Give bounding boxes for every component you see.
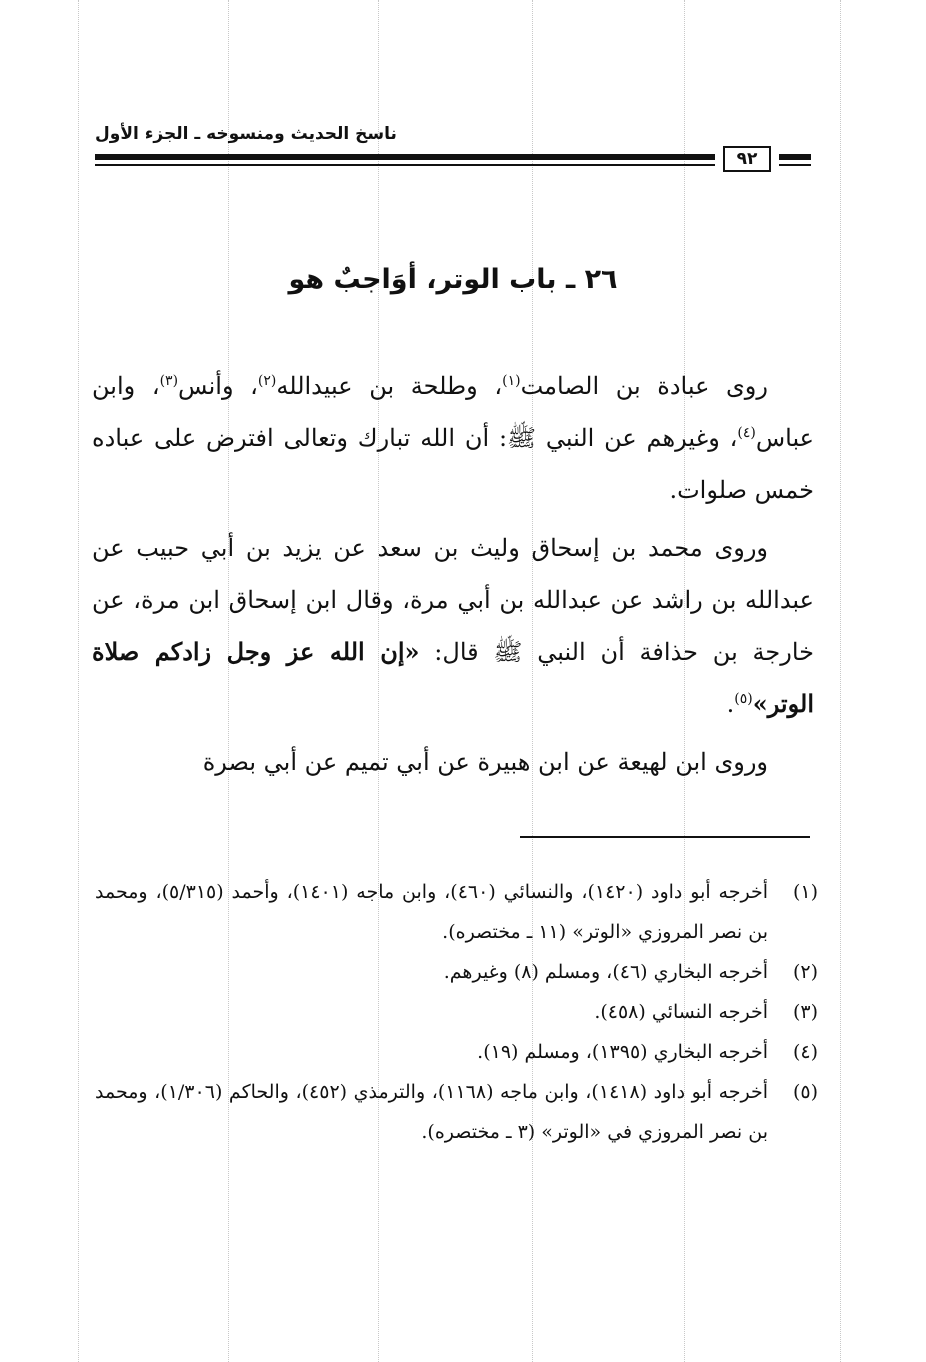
paragraph-1-text-d: ، وابن عباس xyxy=(92,372,814,452)
footnote-text: أخرجه البخاري (٤٦)، ومسلم (٨) وغيرهم. xyxy=(443,961,768,983)
footnote-text: أخرجه أبو داود (١٤٢٠)، والنسائي (٤٦٠)، وابن ماجه (١٤٠١)، وأحمد (٥/٣١٥)، ومحمد بن نصر المروزي «الوتر» (١١ ـ مختصره). xyxy=(95,881,768,943)
running-title: ناسخ الحديث ومنسوخه ـ الجزء الأول xyxy=(95,124,397,144)
footnote-1 xyxy=(95,872,818,952)
paragraph-2 xyxy=(92,522,814,730)
footnote-ref-3: (٣) xyxy=(159,373,179,389)
footnote-text: أخرجه النسائي (٤٥٨). xyxy=(594,1001,768,1023)
page-number: ٩٢ xyxy=(723,146,771,172)
footnote-text: أخرجه أبو داود (١٤١٨)، وابن ماجه (١١٦٨)، والترمذي (٤٥٢)، والحاكم (١/٣٠٦)، ومحمد بن نصر المروزي في «الوتر» (٣ ـ مختصره). xyxy=(95,1081,769,1143)
scan-artifact-line xyxy=(78,0,79,1362)
main-text xyxy=(92,360,814,794)
footnote-number: (٣) xyxy=(792,1001,818,1023)
footnote-4 xyxy=(95,1032,818,1072)
scan-artifact-line xyxy=(840,0,841,1362)
paragraph-1-text-a: روى عبادة بن الصامت xyxy=(520,372,768,400)
footnote-number: (٥) xyxy=(792,1081,818,1103)
chapter-title: ٢٦ ـ باب الوتر، أوَاجبٌ هو xyxy=(288,264,618,295)
footnote-number: (٢) xyxy=(792,961,818,983)
footnote-5 xyxy=(95,1072,818,1152)
footnote-separator xyxy=(520,836,810,838)
header-rule-left xyxy=(95,154,715,166)
footnotes xyxy=(95,872,818,1152)
footnote-number: (٤) xyxy=(792,1041,818,1063)
hadith-quote: «إن الله عز وجل زادكم صلاة الوتر» xyxy=(92,637,814,718)
footnote-text: أخرجه البخاري (١٣٩٥)، ومسلم (١٩). xyxy=(477,1041,768,1063)
paragraph-2-text-a: وروى محمد بن إسحاق وليث بن سعد عن يزيد بن أبي حبيب عن عبدالله بن راشد عن عبدالله بن أبي مرة، وقال ابن إسحاق ابن مرة، عن خارجة بن حذافة أن النبي ﷺ قال: xyxy=(92,534,814,666)
footnote-3 xyxy=(95,992,818,1032)
footnote-ref-1: (١) xyxy=(502,373,521,389)
header-rule-right xyxy=(779,154,811,166)
header-rule xyxy=(95,146,811,176)
paragraph-1 xyxy=(92,360,814,516)
footnote-ref-5: (٥) xyxy=(734,691,753,707)
footnote-number: (١) xyxy=(792,881,818,903)
paragraph-2-text-b: . xyxy=(726,690,735,718)
paragraph-1-text-e: ، وغيرهم عن النبي ﷺ: أن الله تبارك وتعالى افترض على عباده خمس صلوات. xyxy=(92,424,814,504)
footnote-ref-2: (٢) xyxy=(257,373,277,389)
paragraph-1-text-c: ، وأنس xyxy=(178,372,258,400)
footnote-2 xyxy=(95,952,818,992)
paragraph-3: وروى ابن لهيعة عن ابن هبيرة عن أبي تميم عن أبي بصرة xyxy=(202,748,768,776)
paragraph-1-text-b: ، وطلحة بن عبيدالله xyxy=(276,372,503,400)
footnote-ref-4: (٤) xyxy=(737,425,756,441)
